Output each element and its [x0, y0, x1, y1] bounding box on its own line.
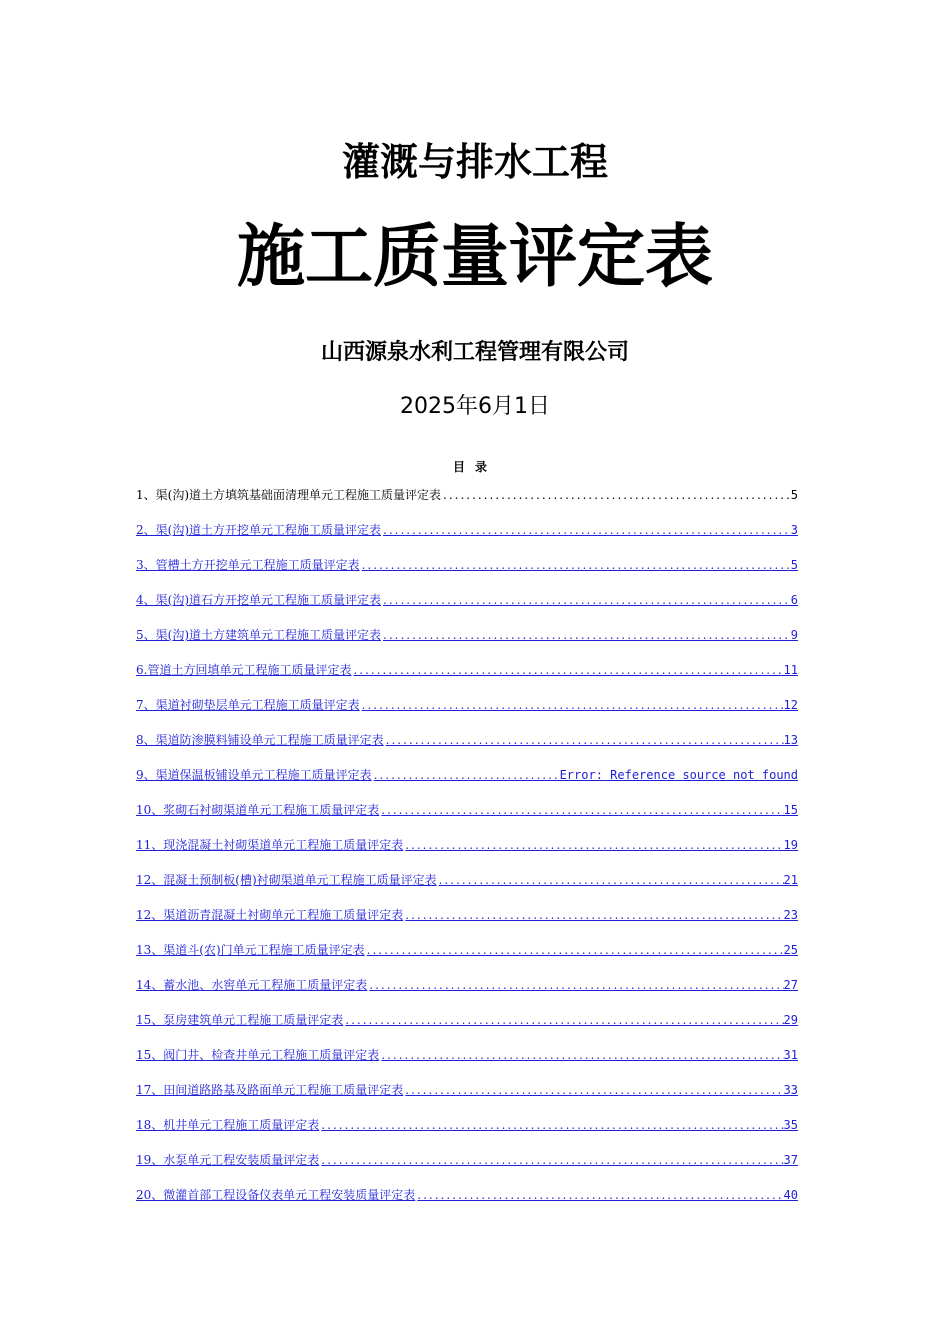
toc-entry-title: 12、渠道沥青混凝土衬砌单元工程施工质量评定表: [136, 908, 404, 922]
toc-dot-leader: [319, 1151, 783, 1169]
toc-dot-leader: [319, 1116, 783, 1134]
toc-entry-page: 40: [783, 1188, 798, 1202]
toc-entry[interactable]: [136, 731, 798, 766]
toc-entry-title: 20、微灌首部工程设备仪表单元工程安装质量评定表: [136, 1188, 416, 1202]
toc-dot-leader: [403, 1081, 783, 1099]
toc-heading: 目录: [452, 460, 497, 474]
toc-dot-leader: [437, 871, 784, 889]
toc-entry-page: 33: [783, 1083, 798, 1097]
toc-entry[interactable]: [136, 1011, 798, 1046]
cover-title-line1: 灌溉与排水工程: [341, 139, 608, 184]
toc-dot-leader: [360, 556, 791, 574]
toc-entry-page: 15: [783, 803, 798, 817]
toc-entry[interactable]: [136, 976, 798, 1011]
toc-entry-title: 7、渠道衬砌垫层单元工程施工质量评定表: [136, 698, 360, 712]
toc-entry-page: 37: [783, 1153, 798, 1167]
toc-entry[interactable]: [136, 941, 798, 976]
toc-entry-title: 1、渠(沟)道土方填筑基础面清理单元工程施工质量评定表: [136, 488, 442, 502]
toc-entry-page: 9: [790, 628, 798, 642]
toc-entry[interactable]: [136, 626, 798, 661]
toc-entry: [136, 486, 798, 521]
toc-entry[interactable]: [136, 871, 798, 906]
toc-entry[interactable]: [136, 836, 798, 871]
toc-entry-title: 18、机井单元工程施工质量评定表: [136, 1118, 320, 1132]
toc-entry-title: 11、现浇混凝土衬砌渠道单元工程施工质量评定表: [136, 838, 404, 852]
toc-entry-title: 15、泵房建筑单元工程施工质量评定表: [136, 1013, 344, 1027]
toc-entry[interactable]: [136, 1081, 798, 1116]
toc-dot-leader: [365, 941, 784, 959]
toc-entry[interactable]: [136, 521, 798, 556]
toc-entry-title: 14、蓄水池、水窖单元工程施工质量评定表: [136, 978, 368, 992]
toc-entry[interactable]: [136, 1046, 798, 1081]
toc-entry[interactable]: [136, 1186, 798, 1221]
toc-dot-leader: [379, 801, 783, 819]
table-of-contents: [136, 486, 798, 1221]
toc-entry[interactable]: [136, 1116, 798, 1151]
toc-entry-title: 15、阀门井、检查井单元工程施工质量评定表: [136, 1048, 380, 1062]
toc-entry-title: 13、渠道斗(农)门单元工程施工质量评定表: [136, 943, 365, 957]
toc-entry-title: 9、渠道保温板铺设单元工程施工质量评定表: [136, 768, 372, 782]
toc-entry-title: 10、浆砌石衬砌渠道单元工程施工质量评定表: [136, 803, 380, 817]
toc-dot-leader: [343, 1011, 783, 1029]
toc-entry-page: 6: [790, 593, 798, 607]
toc-entry[interactable]: [136, 766, 798, 801]
toc-entry-title: 12、混凝土预制板(槽)衬砌渠道单元工程施工质量评定表: [136, 873, 437, 887]
toc-entry-page: 5: [790, 488, 798, 502]
toc-entry-page: 11: [783, 663, 798, 677]
toc-dot-leader: [403, 836, 783, 854]
toc-entry-page: 35: [783, 1118, 798, 1132]
toc-entry-title: 4、渠(沟)道石方开挖单元工程施工质量评定表: [136, 593, 381, 607]
toc-dot-leader: [379, 1046, 783, 1064]
toc-entry-page: 13: [783, 733, 798, 747]
toc-entry[interactable]: [136, 696, 798, 731]
cover-title-line2: 施工质量评定表: [236, 217, 713, 297]
toc-entry-page: 19: [783, 838, 798, 852]
toc-entry[interactable]: [136, 906, 798, 941]
toc-entry-title: 2、渠(沟)道土方开挖单元工程施工质量评定表: [136, 523, 381, 537]
toc-entry[interactable]: [136, 556, 798, 591]
toc-entry-title: 19、水泵单元工程安装质量评定表: [136, 1153, 320, 1167]
toc-entry[interactable]: [136, 661, 798, 696]
toc-entry-title: 8、渠道防渗膜料铺设单元工程施工质量评定表: [136, 733, 384, 747]
toc-entry-page: 23: [783, 908, 798, 922]
toc-dot-leader: [381, 521, 791, 539]
toc-dot-leader: [351, 661, 783, 679]
toc-entry-page: 27: [783, 978, 798, 992]
toc-dot-leader: [384, 731, 784, 749]
toc-dot-leader: [441, 486, 791, 504]
toc-dot-leader: [381, 591, 791, 609]
toc-entry-page: 12: [783, 698, 798, 712]
toc-entry-page: 3: [790, 523, 798, 537]
toc-entry-page: 29: [783, 1013, 798, 1027]
toc-dot-leader: [403, 906, 783, 924]
toc-entry-page: Error: Reference source not found: [559, 768, 798, 782]
toc-dot-leader: [360, 696, 784, 714]
toc-entry[interactable]: [136, 1151, 798, 1186]
toc-entry-title: 17、田间道路路基及路面单元工程施工质量评定表: [136, 1083, 404, 1097]
toc-entry-page: 5: [790, 558, 798, 572]
toc-dot-leader: [372, 766, 560, 784]
document-date: 2025年6月1日: [400, 394, 550, 419]
toc-entry-title: 3、管槽土方开挖单元工程施工质量评定表: [136, 558, 360, 572]
toc-entry-page: 21: [783, 873, 798, 887]
company-name: 山西源泉水利工程管理有限公司: [320, 340, 629, 365]
toc-entry-page: 25: [783, 943, 798, 957]
toc-entry-title: 6.管道土方回填单元工程施工质量评定表: [136, 663, 352, 677]
toc-entry-title: 5、渠(沟)道土方建筑单元工程施工质量评定表: [136, 628, 381, 642]
toc-dot-leader: [415, 1186, 783, 1204]
toc-dot-leader: [367, 976, 783, 994]
toc-dot-leader: [381, 626, 791, 644]
toc-entry[interactable]: [136, 591, 798, 626]
toc-entry-page: 31: [783, 1048, 798, 1062]
toc-entry[interactable]: [136, 801, 798, 836]
